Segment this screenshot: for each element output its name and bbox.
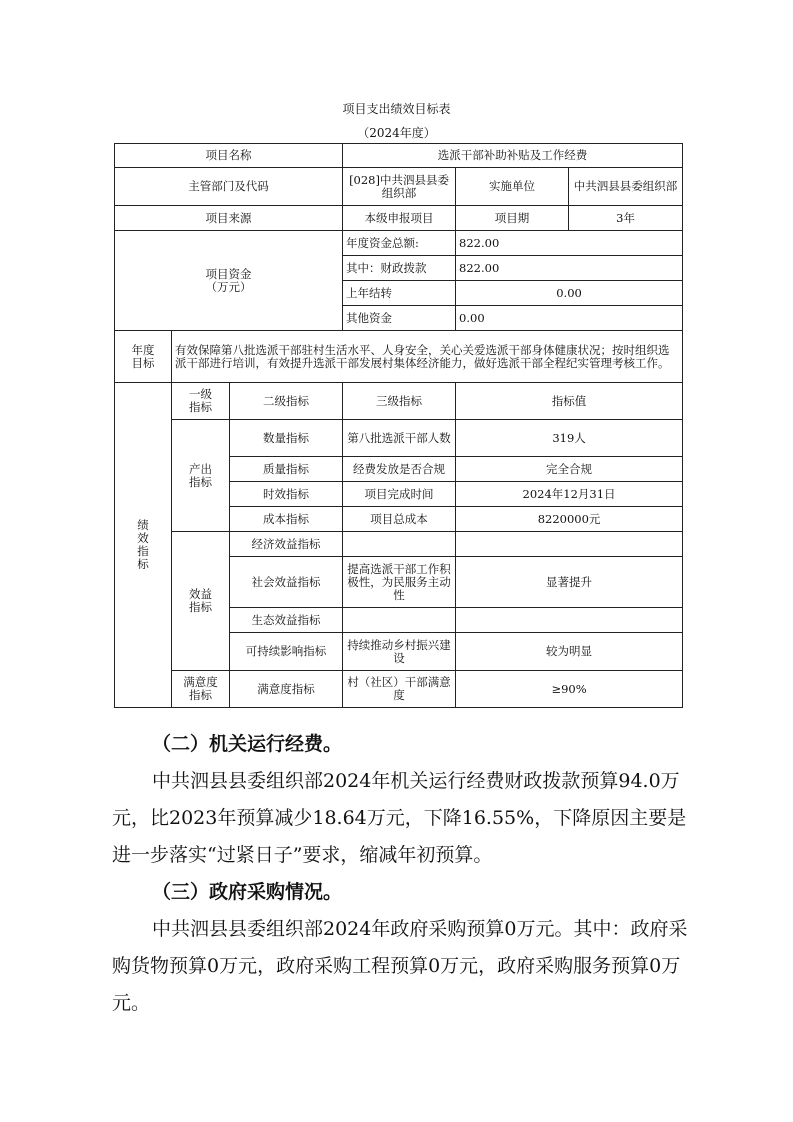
performance-target-table bbox=[114, 143, 683, 708]
funds-row-value: 822.00 bbox=[456, 256, 683, 281]
period-label: 项目期 bbox=[456, 206, 569, 231]
perf-label bbox=[115, 383, 172, 708]
project-name-label: 项目名称 bbox=[115, 144, 343, 168]
header-l3: 三级指标 bbox=[343, 383, 456, 420]
section-2-heading: （二）机关运行经费。 bbox=[152, 733, 343, 755]
funds-label-text: 项目资金（万元） bbox=[205, 266, 252, 294]
annual-goal-label-text: 年度目标 bbox=[131, 342, 155, 370]
funds-row-label: 其中：财政拨款 bbox=[343, 256, 456, 281]
impl-label: 实施单位 bbox=[456, 168, 569, 206]
dept-label: 主管部门及代码 bbox=[115, 168, 343, 206]
section-body bbox=[112, 726, 692, 1022]
funds-row-label: 其他资金 bbox=[343, 306, 456, 331]
benefit-l2: 可持续影响指标 bbox=[230, 633, 343, 671]
output-l3: 经费发放是否合规 bbox=[343, 457, 456, 482]
annual-goal-text: 有效保障第八批选派干部驻村生活水平、人身安全，关心关爱选派干部身体健康状况；按时组织选派干部进行培训，有效提升选派干部发展村集体经济能力，做好选派干部全程纪实管理考核工作。 bbox=[172, 331, 683, 383]
table-row bbox=[115, 231, 683, 256]
satisfaction-l2: 满意度指标 bbox=[230, 671, 343, 708]
satisfaction-value: ≥90% bbox=[456, 671, 683, 708]
table-row bbox=[115, 331, 683, 383]
output-l3: 项目完成时间 bbox=[343, 482, 456, 507]
table-row bbox=[115, 532, 683, 557]
output-label-text: 产出指标 bbox=[189, 461, 212, 489]
satisfaction-label-text: 满意度指标 bbox=[183, 675, 218, 702]
section-3-text: 中共泗县县委组织部2024年政府采购预算0万元。其中：政府采购货物预算0万元，政府采购工程预算0万元，政府采购服务预算0万元。 bbox=[112, 918, 688, 1014]
benefit-l3 bbox=[343, 532, 456, 557]
section-3-heading: （三）政府采购情况。 bbox=[152, 881, 343, 903]
period-value: 3年 bbox=[569, 206, 683, 231]
table-subtitle: （2024年度） bbox=[357, 126, 436, 140]
output-l3: 项目总成本 bbox=[343, 507, 456, 532]
funds-row-value: 822.00 bbox=[456, 231, 683, 256]
benefit-value bbox=[456, 532, 683, 557]
benefit-label bbox=[172, 532, 230, 671]
header-value: 指标值 bbox=[456, 383, 683, 420]
header-l1-text: 一级指标 bbox=[189, 387, 212, 414]
table-row bbox=[115, 144, 683, 168]
source-value: 本级申报项目 bbox=[343, 206, 456, 231]
annual-goal-label bbox=[115, 331, 172, 383]
header-l1 bbox=[172, 383, 230, 420]
impl-value: 中共泗县县委组织部 bbox=[569, 168, 683, 206]
source-label: 项目来源 bbox=[115, 206, 343, 231]
dept-value: [028]中共泗县县委组织部 bbox=[343, 168, 456, 206]
output-value: 8220000元 bbox=[456, 507, 683, 532]
benefit-l3: 提高选派干部工作积极性，为民服务主动性 bbox=[343, 557, 456, 608]
output-label bbox=[172, 420, 230, 532]
project-name-value: 选派干部补助补贴及工作经费 bbox=[343, 144, 683, 168]
table-row bbox=[115, 206, 683, 231]
satisfaction-label bbox=[172, 671, 230, 708]
funds-row-label: 上年结转 bbox=[343, 281, 456, 306]
funds-row-value: 0.00 bbox=[456, 281, 683, 306]
table-row bbox=[115, 383, 683, 420]
section-2-text: 中共泗县县委组织部2024年机关运行经费财政拨款预算94.0万元，比2023年预算减少18.64万元，下降16.55%，下降原因主要是进一步落实“过紧日子”要求，缩减年初预算。 bbox=[112, 770, 687, 866]
table-row bbox=[115, 420, 683, 457]
funds-label bbox=[115, 231, 343, 331]
output-l2: 成本指标 bbox=[230, 507, 343, 532]
benefit-value: 较为明显 bbox=[456, 633, 683, 671]
table-title: 项目支出绩效目标表 bbox=[342, 102, 451, 116]
table-row bbox=[115, 168, 683, 206]
header-l2: 二级指标 bbox=[230, 383, 343, 420]
table-row bbox=[115, 671, 683, 708]
benefit-l2: 生态效益指标 bbox=[230, 608, 343, 633]
funds-row-value: 0.00 bbox=[456, 306, 683, 331]
funds-row-label: 年度资金总额: bbox=[343, 231, 456, 256]
benefit-value: 显著提升 bbox=[456, 557, 683, 608]
benefit-label-text: 效益指标 bbox=[189, 587, 212, 614]
benefit-l3: 持续推动乡村振兴建设 bbox=[343, 633, 456, 671]
output-value: 完全合规 bbox=[456, 457, 683, 482]
perf-label-text: 绩效指标 bbox=[137, 518, 149, 571]
output-l2: 数量指标 bbox=[230, 420, 343, 457]
satisfaction-l3: 村（社区）干部满意度 bbox=[343, 671, 456, 708]
benefit-l3 bbox=[343, 608, 456, 633]
benefit-l2: 经济效益指标 bbox=[230, 532, 343, 557]
output-l2: 质量指标 bbox=[230, 457, 343, 482]
benefit-l2: 社会效益指标 bbox=[230, 557, 343, 608]
output-l2: 时效指标 bbox=[230, 482, 343, 507]
output-l3: 第八批选派干部人数 bbox=[343, 420, 456, 457]
output-value: 319人 bbox=[456, 420, 683, 457]
benefit-value bbox=[456, 608, 683, 633]
output-value: 2024年12月31日 bbox=[456, 482, 683, 507]
